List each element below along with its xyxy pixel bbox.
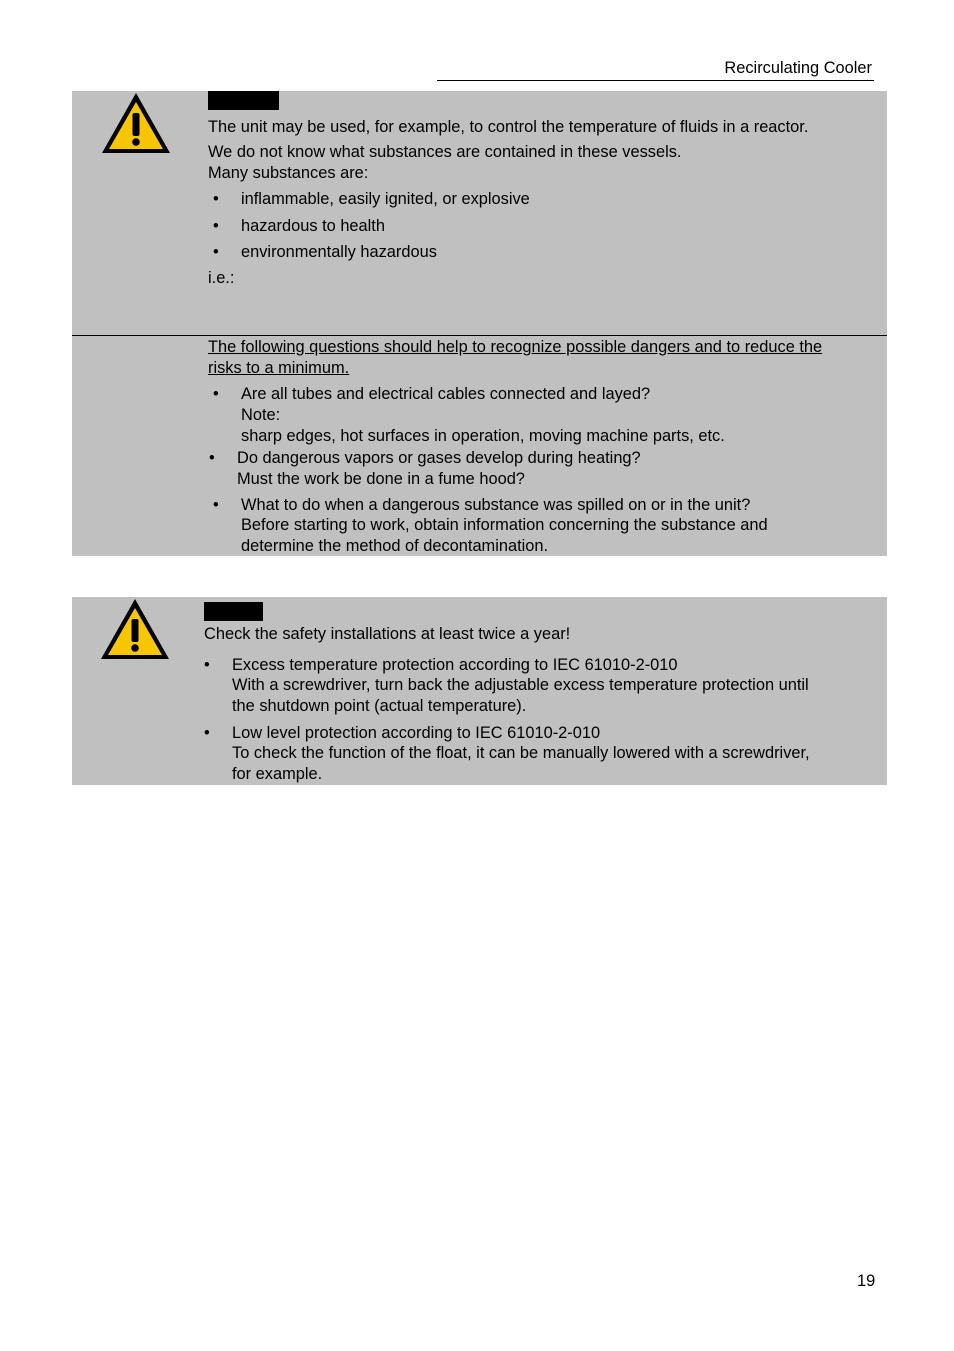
header-title: Recirculating Cooler — [724, 59, 872, 77]
signal-word-label — [208, 91, 279, 110]
warning-panel-substances — [72, 91, 887, 335]
list-item-text: With a screwdriver, turn back the adjustable excess temperature protection until — [232, 676, 809, 694]
list-item: • Low level protection according to IEC 61010-2-010 — [232, 723, 600, 744]
list-item: • hazardous to health — [241, 216, 385, 237]
list-item: • inflammable, easily ignited, or explosive — [241, 189, 530, 210]
list-item-text: sharp edges, hot surfaces in operation, moving machine parts, etc. — [241, 427, 725, 445]
questions-heading: risks to a minimum. — [208, 359, 350, 377]
list-item-text: determine the method of decontamination. — [241, 537, 549, 555]
header-rule — [437, 80, 874, 81]
list-item: • Excess temperature protection according to IEC 61010-2-010 — [232, 655, 678, 676]
list-item-text: Before starting to work, obtain information concerning the substance and — [241, 516, 768, 534]
ie-text: i.e.: — [208, 269, 235, 287]
list-item-text: for example. — [232, 765, 323, 783]
list-item: • What to do when a dangerous substance was spilled on or in the unit? — [241, 495, 750, 516]
page-number: 19 — [857, 1272, 876, 1290]
list-item: • Are all tubes and electrical cables connected and layed? — [241, 384, 650, 405]
intro-text: We do not know what substances are contained in these vessels. — [208, 143, 682, 161]
warning-triangle-icon — [100, 91, 172, 155]
warning-panel-safety-check — [72, 597, 887, 785]
intro-text: Check the safety installations at least twice a year! — [204, 625, 571, 643]
list-item: • Do dangerous vapors or gases develop during heating? — [237, 448, 641, 469]
questions-panel — [72, 335, 887, 556]
list-item-text: the shutdown point (actual temperature). — [232, 697, 527, 715]
questions-heading: The following questions should help to recognize possible dangers and to reduce the — [208, 338, 823, 356]
list-item-text: Must the work be done in a fume hood? — [237, 470, 525, 488]
list-item-text: To check the function of the float, it can be manually lowered with a screwdriver, — [232, 744, 810, 762]
signal-word-label — [204, 602, 263, 621]
list-item: • environmentally hazardous — [241, 242, 437, 263]
intro-text: Many substances are: — [208, 164, 369, 182]
list-item-text: Note: — [241, 406, 281, 424]
intro-text: The unit may be used, for example, to control the temperature of fluids in a reactor. — [208, 118, 809, 136]
warning-triangle-icon — [99, 597, 171, 661]
